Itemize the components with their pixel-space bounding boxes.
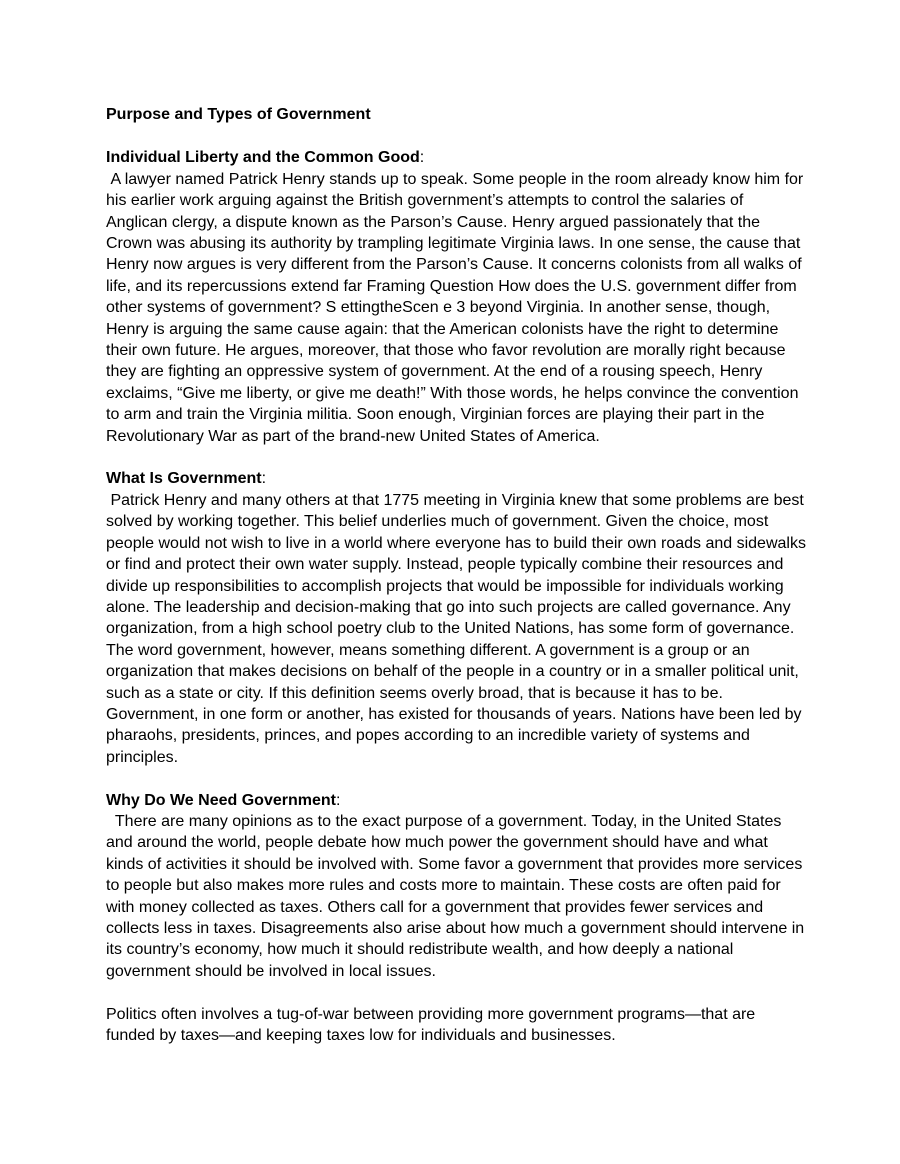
heading-colon: : xyxy=(261,470,267,488)
section-heading-text: What Is Government xyxy=(106,470,262,488)
section-body: A lawyer named Patrick Henry stands up to speak. Some people in the room already know him for his earlier work arguing against the British government’s attempts to control the salaries of Anglican clergy, a dispute known as the Parson’s Cause. Henry argued passionately that the Crown was abusing its authority by trampling legitimate Virginia laws. In one sense, the cause that Henry now argues is very different from the Parson’s Cause. It concerns colonists from all walks of life, and its repercussions extend far Framing Question How does the U.S. government differ from other systems of government? S ettingtheScen e 3 beyond Virginia. In another sense, though, Henry is arguing the same cause again: that the American colonists have the right to determine their own future. He argues, moreover, that those who favor revolution are morally right because they are fighting an oppressive system of government. At the end of a rousing speech, Henry exclaims, “Give me liberty, or give me death!” With those words, he helps convince the convention to arm and train the Virginia militia. Soon enough, Virginian forces are playing their part in the Revolutionary War as part of the brand-new United States of America. xyxy=(106,170,808,445)
closing-paragraph: Politics often involves a tug-of-war between providing more government programs—that are funded by taxes—and keeping taxes low for individuals and businesses. xyxy=(106,1005,760,1044)
heading-colon: : xyxy=(419,149,425,167)
section-heading xyxy=(106,147,806,168)
heading-colon: : xyxy=(335,791,341,809)
document-page xyxy=(106,104,811,1046)
section-why-do-we-need-government xyxy=(106,790,809,983)
section-body: Patrick Henry and many others at that 1775 meeting in Virginia knew that some problems are best solved by working together. This belief underlies much of government. Given the choice, most people would not wish to live in a world where everyone has to build their own roads and sidewalks or find and protect their own water supply. Instead, people typically combine their resources and divide up responsibilities to accomplish projects that would be impossible for individuals working alone. The leadership and decision-making that go into such projects are called governance. Any organization, from a high school poetry club to the United Nations, has some form of governance. The word government, however, means something different. A government is a group or an organization that makes decisions on behalf of the people in a country or in a smaller political unit, such as a state or city. If this definition seems overly broad, that is because it has to be. Government, in one form or another, has existed for thousands of years. Nations have been led by pharaohs, presidents, princes, and popes according to an incredible variety of systems and principles. xyxy=(106,491,811,766)
section-body: There are many opinions as to the exact purpose of a government. Today, in the United States and around the world, people debate how much power the government should have and what kinds of activities it should be involved with. Some favor a government that provides more services to people but also makes more rules and costs more to maintain. These costs are often paid for with money collected as taxes. Others call for a government that provides fewer services and collects less in taxes. Disagreements also arise about how much a government should intervene in its country’s economy, how much it should redistribute wealth, and how deeply a national government should be involved in local issues. xyxy=(106,812,809,980)
section-heading xyxy=(106,468,806,489)
section-individual-liberty xyxy=(106,147,806,447)
section-heading xyxy=(106,790,806,811)
section-what-is-government xyxy=(106,468,811,768)
section-heading-text: Why Do We Need Government xyxy=(106,791,336,809)
section-heading-text: Individual Liberty and the Common Good xyxy=(106,149,420,167)
document-title: Purpose and Types of Government xyxy=(106,106,371,123)
